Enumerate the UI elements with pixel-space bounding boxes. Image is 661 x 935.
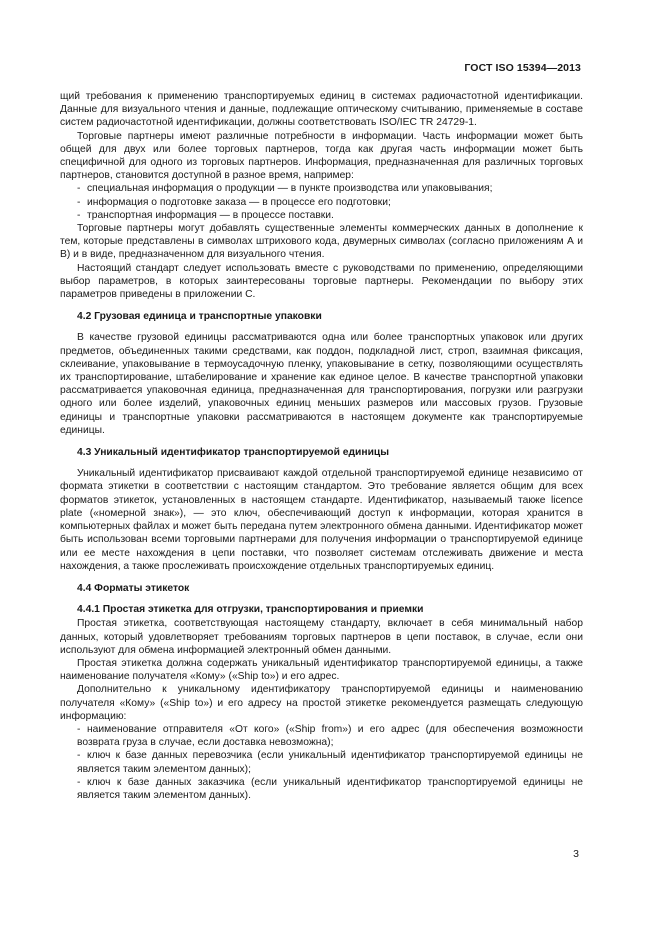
paragraph: Настоящий стандарт следует использовать вместе с руководствами по применению, определяющими выбор параметров, в которых заинтересованы торговые партнеры. Рекомендации по выбору этих параметров приведены в приложении С. <box>60 262 583 301</box>
list-dash: - <box>77 196 81 208</box>
list-item <box>60 196 583 209</box>
paragraph: Уникальный идентификатор присваивают каждой отдельной транспортируемой единице независимо от формата этикетки в соответствии с настоящим стандартом. Это требование является общим для всех форматов этикеток, установленных в настоящем стандарте. Идентификатор, называемый также licence plate («номерной знак»), — это ключ, обеспечивающий доступ к информации, которая хранится в компьютерных файлах и может быть передана путем электронного обмена данными. Идентификатор может быть использован всеми торговыми партнерами для получения информации о транспортируемой единице или ее месте нахождения в цепи поставки, что позволяет системам отслеживать движение и места нахождения, а также прослеживать происхождение отдельных транспортируемых единиц. <box>60 468 583 572</box>
paragraph: Простая этикетка, соответствующая настоящему стандарту, включает в себя минимальный набор данных, который удовлетворяет требованиям торговых партнеров в цепи поставок, в случае, если они используют для обмена информацией электронный обмен данными. <box>60 618 583 656</box>
list-item <box>60 776 583 802</box>
section-heading-4-3: 4.3 Уникальный идентификатор транспортируемой единицы <box>77 447 390 459</box>
list-dash: - <box>77 723 81 735</box>
paragraph: В качестве грузовой единицы рассматриваются одна или более транспортных упаковок или других предметов, объединенных такими средствами, как поддон, подкладной лист, строп, взаимная фиксация, склеивание, упаковывание в термоусадочную пленку, упаковывание в сетку, позволяющими осуществлять их транспортирование, штабелирование и хранение как единое целое. В качестве транспортной упаковки рассматривается упаковочная единица, предназначенная для транспортирования, погрузки или разгрузки одного или более изделий, упаковочных единиц меньших размеров или массовых грузов. Грузовые единицы и транспортные упаковки рассматриваются в настоящем документе как транспортируемые единицы. <box>60 332 583 436</box>
list-item-text: наименование отправителя «От кого» («Ship from») и его адрес (для обеспечения возможности возврата груза в случае, если доставка невозможна); <box>77 723 583 749</box>
list-dash: - <box>77 183 81 195</box>
page-number: 3 <box>573 848 579 860</box>
list-item <box>60 723 583 749</box>
list-item-text: ключ к базе данных заказчика (если уникальный идентификатор транспортируемой единицы не является таким элементом данных). <box>77 776 583 801</box>
list-item-text: транспортная информация — в процессе поставки. <box>87 209 334 221</box>
paragraph: Простая этикетка должна содержать уникальный идентификатор транспортируемой единицы, а также наименование получателя «Кому» («Ship to») и его адрес. <box>60 657 583 683</box>
section-heading-4-4: 4.4 Форматы этикеток <box>77 582 190 594</box>
standard-header: ГОСТ ISO 15394—2013 <box>464 62 581 74</box>
body-text <box>60 90 583 802</box>
list-item-text: специальная информация о продукции — в пункте производства или упаковывания; <box>87 183 493 195</box>
list-item-text: информация о подготовке заказа — в процессе его подготовки; <box>87 196 391 208</box>
paragraph: Торговые партнеры могут добавлять существенные элементы коммерческих данных в дополнение к тем, которые представлены в символах штрихового кода, двумерных символах (согласно приложениям А и В) и в виде, предназначенном для визуального чтения. <box>60 223 583 261</box>
list-dash: - <box>77 209 81 221</box>
section-heading-4-2: 4.2 Грузовая единица и транспортные упаковки <box>77 311 322 323</box>
paragraph: Дополнительно к уникальному идентификатору транспортируемой единицы и наименованию получателя «Кому» («Ship to») и его адресу на простой этикетке рекомендуется размещать следующую информацию: <box>60 684 583 722</box>
list-item <box>60 749 583 775</box>
subsection-heading-4-4-1: 4.4.1 Простая этикетка для отгрузки, транспортирования и приемки <box>77 604 424 616</box>
list-item-text: ключ к базе данных перевозчика (если уникальный идентификатор транспортируемой единицы не является таким элементом данных); <box>77 750 583 775</box>
paragraph: Торговые партнеры имеют различные потребности в информации. Часть информации может быть общей для двух или более торговых партнеров, тогда как другая часть информации может быть специфичной для одного из торговых партнеров. Информация, предназначенная для различных торговых партнеров, становится доступной в разное время, например: <box>60 130 583 182</box>
list-item <box>60 182 583 195</box>
list-dash: - <box>77 750 81 762</box>
list-item <box>60 209 583 222</box>
paragraph: щий требования к применению транспортируемых единиц в системах радиочастотной идентификации. Данные для визуального чтения и данные, подлежащие оптическому считыванию, применяемые в составе систем радиочастотной идентификации, должны соответствовать ISO/IEC TR 24729-1. <box>60 91 583 129</box>
list-dash: - <box>77 776 81 788</box>
